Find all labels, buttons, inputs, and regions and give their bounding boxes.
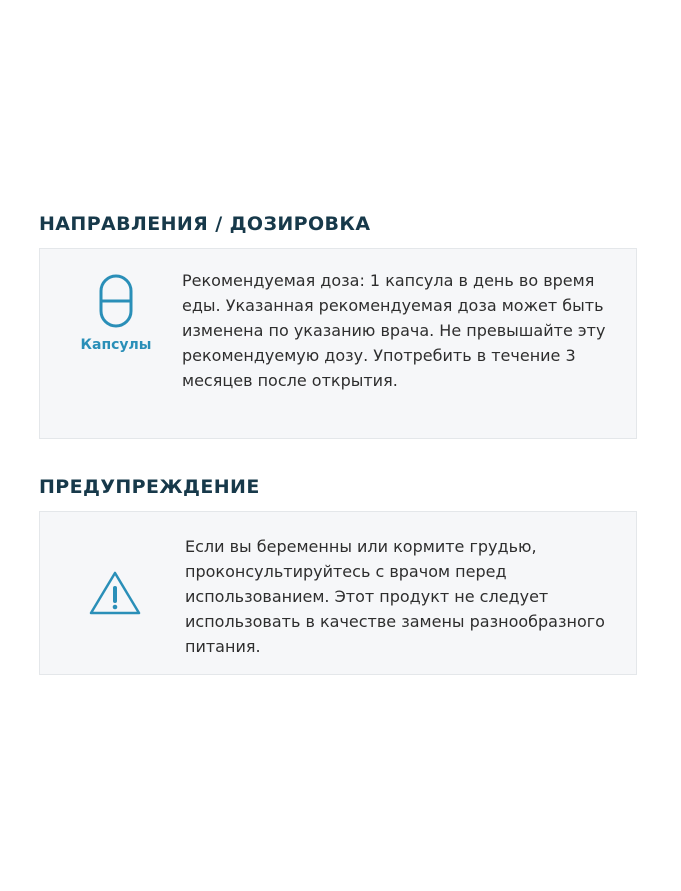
warning-text: Если вы беременны или кормите грудью, проконсультируйтесь с врачом перед использованием. Этот продукт не следует использовать в качестве замены разнообразного питания. [185,537,605,656]
capsule-icon-label: Капсулы [80,337,152,353]
warning-icon [88,570,142,616]
warning-section-title: ПРЕДУПРЕЖДЕНИЕ [39,476,260,498]
warning-icon-block [88,570,142,616]
directions-card [39,248,637,439]
capsule-icon [98,273,134,329]
directions-text: Рекомендуемая доза: 1 капсула в день во время еды. Указанная рекомендуемая доза может быть изменена по указанию врача. Не превышайте эту рекомендуемую дозу. Употребить в течение 3 месяцев после открытия. [182,271,606,390]
directions-section-title: НАПРАВЛЕНИЯ / ДОЗИРОВКА [39,213,371,235]
warning-card [39,511,637,675]
capsule-icon-block [76,273,156,353]
